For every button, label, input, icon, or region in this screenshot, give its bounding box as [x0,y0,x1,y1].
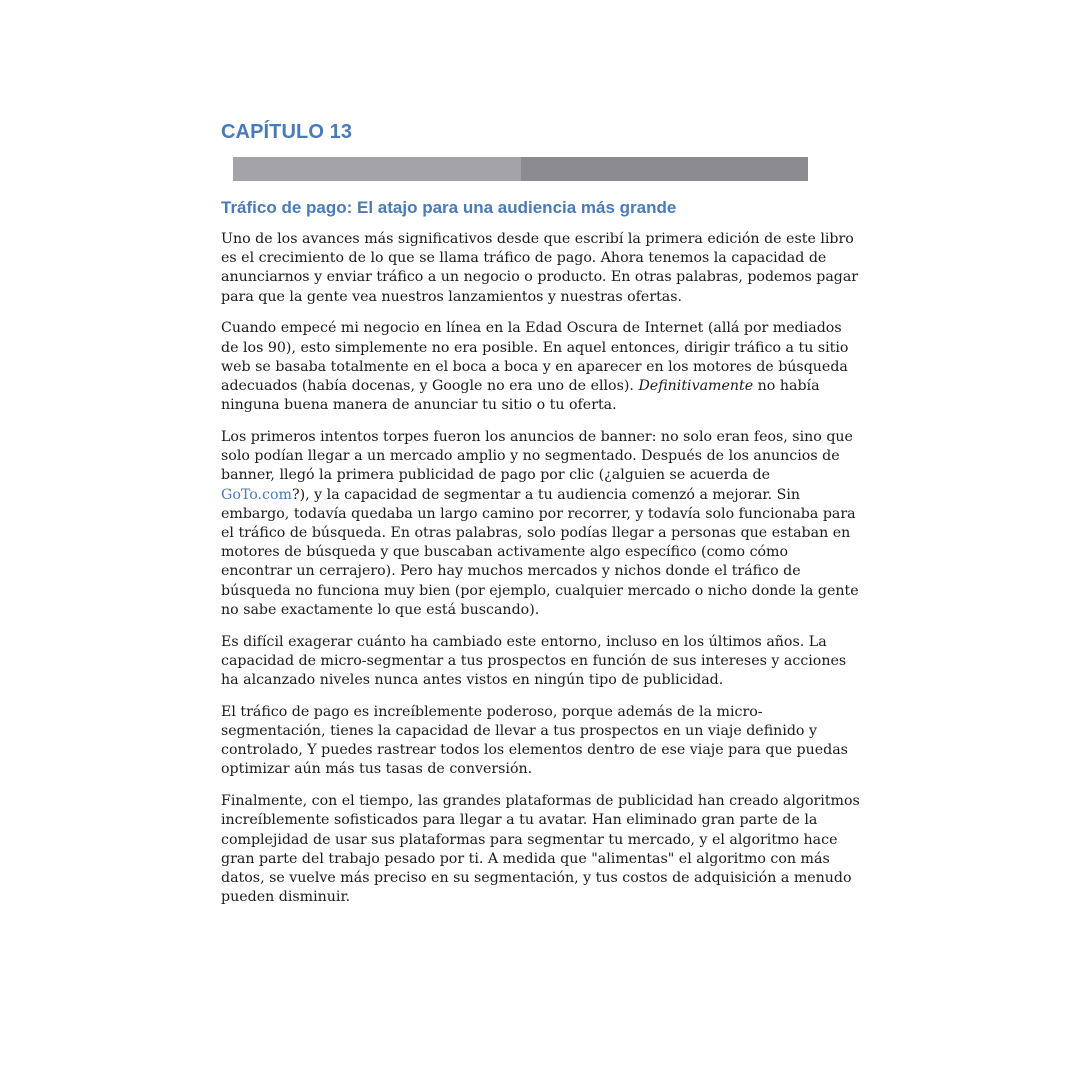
paragraph-text: El tráfico de pago es increíblemente poderoso, porque además de la micro-segmentación, tienes la capacidad de llevar a tus prospectos en un viaje definido y controlado, Y puedes rastrear todos los elementos dentro de ese viaje para que puedas optimizar aún más tus tasas de conversión. [221,703,848,778]
chapter-divider-bar [233,157,808,181]
paragraph-text: Los primeros intentos torpes fueron los anuncios de banner: no solo eran feos, sino que solo podían llegar a un mercado amplio y no segmentado. Después de los anuncios de banner, llegó la primera publicidad de pago por clic (¿alguien se acuerda de [221,429,853,484]
paragraph-text: Finalmente, con el tiempo, las grandes plataformas de publicidad han creado algoritmos increíblemente sofisticados para llegar a tu avatar. Han eliminado gran parte de la complejidad de usar sus plataformas para segmentar tu mercado, y el algoritmo hace gran parte del trabajo pesado por ti. A medida que "alimentas" el algoritmo con más datos, se vuelve más preciso en su segmentación, y tus costos de adquisición a menudo pueden disminuir. [221,793,860,906]
paragraph-text: Es difícil exagerar cuánto ha cambiado este entorno, incluso en los últimos años. La capacidad de micro-segmentar a tus prospectos en función de sus intereses y acciones ha alcanzado niveles nunca antes vistos en ningún tipo de publicidad. [221,633,847,689]
body-paragraph [221,319,861,415]
divider-bar-right-segment [521,157,808,181]
divider-bar-left-segment [233,157,521,181]
inline-link[interactable]: GoTo.com [221,486,292,503]
paragraph-text: Uno de los avances más significativos desde que escribí la primera edición de este libro es el crecimiento de lo que se llama tráfico de pago. Ahora tenemos la capacidad de anunciarnos y enviar tráfico a un negocio o producto. En otras palabras, podemos pagar para que la gente vea nuestros lanzamientos y nuestras ofertas. [221,231,859,305]
paragraph-text: Cuando empecé mi negocio en línea en la Edad Oscura de Internet (allá por mediados de los 90), esto simplemente no era posible. En aquel entonces, dirigir tráfico a tu sitio web se basaba totalmente en el boca a boca y en aparecer en los motores de búsqueda adecuados (había docenas, y Google no era uno de ellos). [221,320,849,395]
body-paragraph [221,428,861,620]
body-text [221,230,861,907]
paragraph-text: ?), y la capacidad de segmentar a tu audiencia comenzó a mejorar. Sin embargo, todavía quedaba un largo camino por recorrer, y todavía solo funcionaba para el tráfico de búsqueda. En otras palabras, solo podías llegar a personas que estaban en motores de búsqueda y que buscaban activamente algo específico (como cómo encontrar un cerrajero). Pero hay muchos mercados y nichos donde el tráfico de búsqueda no funciona muy bien (por ejemplo, cualquier mercado o nicho donde la gente no sabe exactamente lo que está buscando). [221,486,859,618]
body-paragraph [221,792,861,907]
body-paragraph [221,703,861,780]
chapter-title: CAPÍTULO 13 [221,121,353,143]
body-paragraph [221,230,861,307]
emphasis-text: Definitivamente [638,378,754,395]
document-page [221,118,861,920]
paragraph-text: no había ninguna buena manera de anunciar tu sitio o tu oferta. [221,378,820,414]
body-paragraph [221,633,861,691]
section-title: Tráfico de pago: El atajo para una audiencia más grande [221,198,677,217]
